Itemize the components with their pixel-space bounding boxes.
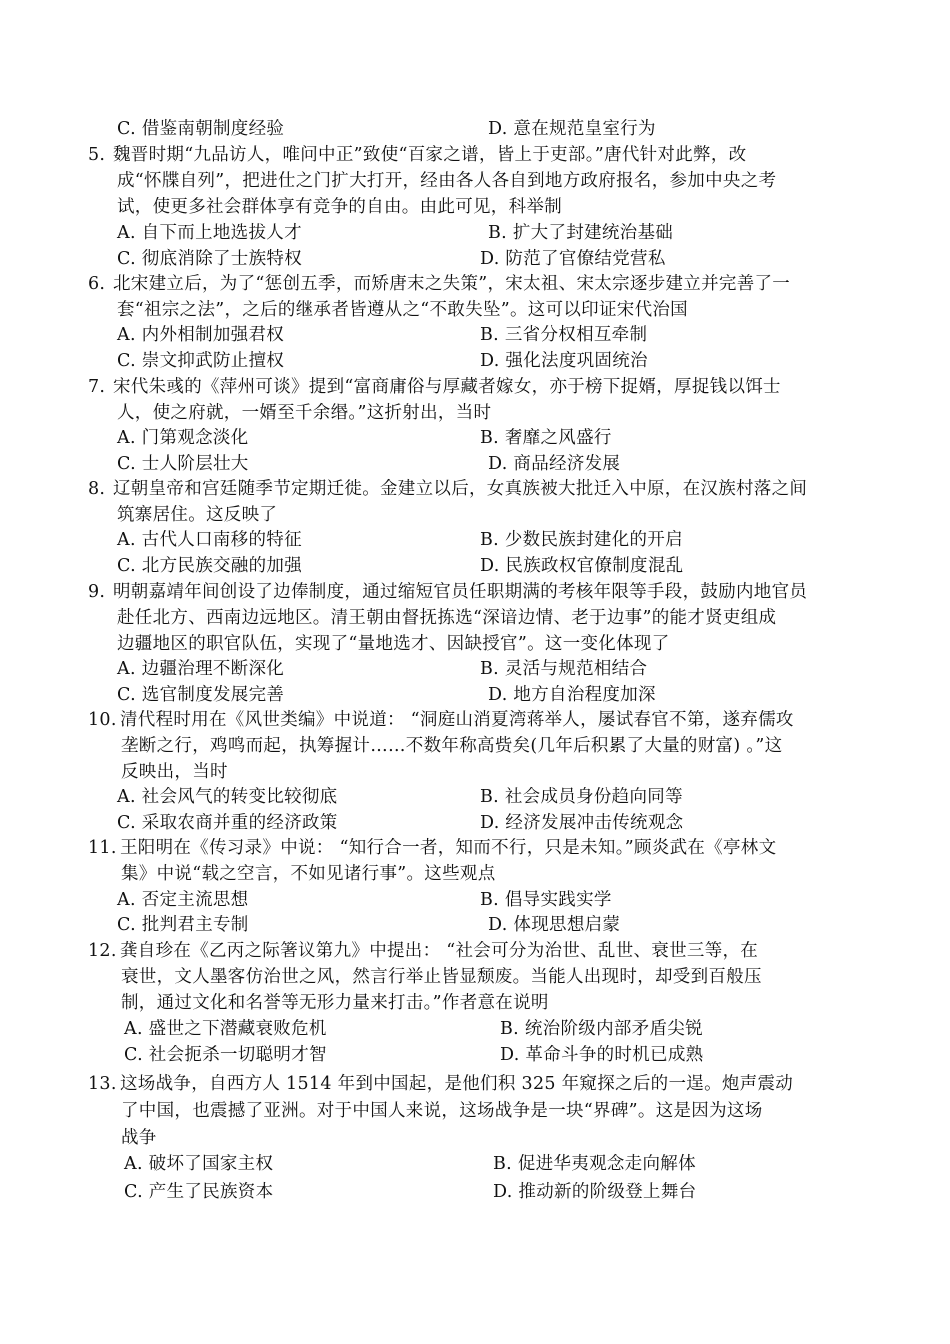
q8-stem-line1: 辽朝皇帝和宫廷随季节定期迁徙。金建立以后，女真族被大批迁入中原，在汉族村落之间 [113,479,808,499]
q6-option-d: D. 强化法度巩固统治 [480,351,648,371]
q5-option-d: D. 防范了官僚结党营私 [480,249,666,269]
q6-option-b: B. 三省分权相互牵制 [480,325,648,345]
q13-option-d: D. 推动新的阶级登上舞台 [493,1182,697,1202]
q9-option-c: C. 选官制度发展完善 [117,685,285,705]
q7-stem-line1: 宋代朱彧的《萍州可谈》提到“富商庸俗与厚藏者嫁女，亦于榜下捉婿，厚捉钱以饵士 [113,377,781,397]
q11-option-d: D. 体现思想启蒙 [488,915,621,935]
q7-option-b: B. 奢靡之风盛行 [480,428,612,448]
q5-stem-line2: 成“怀牒自列”，把进仕之门扩大打开，经由各人各自到地方政府报名，参加中央之考 [117,171,777,191]
q11-stem-line1: 王阳明在《传习录》中说： “知行合一者，知而不行，只是未知。”顾炎武在《亭林文 [120,838,777,858]
q5-stem-line1: 魏晋时期“九品访人，唯问中正”致使“百家之谱，皆上于吏部。”唐代针对此弊，改 [113,145,747,165]
q10-option-d: D. 经济发展冲击传统观念 [480,813,684,833]
q10-stem-line1: 清代程时用在《风世类编》中说道： “洞庭山消夏湾蒋举人，屡试春官不第，遂弃儒攻 [120,710,794,730]
q10-stem-line2: 垄断之行，鸡鸣而起，执筹握计……不数年称高赀矣(几年后积累了大量的财富) 。”这 [121,736,783,756]
q12-stem-line3: 制，通过文化和名誉等无形力量来打击。”作者意在说明 [121,993,549,1013]
q12-stem-line1: 龚自珍在《乙丙之际箸议第九》中提出： “社会可分为治世、乱世、衰世三等，在 [120,941,759,961]
q11-stem-line2: 集》中说“载之空言，不如见诸行事”。这些观点 [121,864,496,884]
q4-option-c: C. 借鉴南朝制度经验 [117,119,285,139]
q4-option-d: D. 意在规范皇室行为 [488,119,656,139]
q5-option-a: A. 自下而上地选拔人才 [117,223,302,243]
q9-stem-line1: 明朝嘉靖年间创设了边俸制度，通过缩短官员任职期满的考核年限等手段，鼓励内地官员 [113,582,808,602]
q11-option-a: A. 否定主流思想 [117,890,249,910]
q13-option-c: C. 产生了民族资本 [124,1182,274,1202]
q5-option-c: C. 彻底消除了士族特权 [117,249,302,269]
q7-number: 7. [88,377,106,397]
q12-option-c: C. 社会扼杀一切聪明才智 [124,1045,327,1065]
q12-stem-line2: 衰世，文人墨客仿治世之风，然言行举止皆显颓废。当能人出现时，却受到百般压 [121,967,762,987]
q10-option-a: A. 社会风气的转变比较彻底 [117,787,338,807]
q6-stem-line1: 北宋建立后，为了“惩创五季，而矫唐末之失策”，宋太祖、宋太宗逐步建立并完善了一 [113,274,791,294]
q7-option-a: A. 门第观念淡化 [117,428,249,448]
q6-option-c: C. 崇文抑武防止擅权 [117,351,285,371]
q13-stem-line3: 战争 [121,1128,157,1148]
q10-option-c: C. 采取农商并重的经济政策 [117,813,338,833]
q12-option-a: A. 盛世之下潜藏衰败危机 [124,1019,327,1039]
q7-stem-line2: 人，使之府就，一婿至千余缗。”这折射出，当时 [117,403,492,423]
q10-option-b: B. 社会成员身份趋向同等 [480,787,683,807]
q9-number: 9. [88,582,106,602]
q13-stem-line2: 了中国，也震撼了亚洲。对于中国人来说，这场战争是一块“界碑”。这是因为这场 [121,1101,763,1121]
q11-number: 11. [88,838,117,858]
q13-option-a: A. 破坏了国家主权 [124,1154,274,1174]
q9-option-a: A. 边疆治理不断深化 [117,659,285,679]
q7-option-d: D. 商品经济发展 [488,454,621,474]
q10-stem-line3: 反映出，当时 [121,762,228,782]
q8-stem-line2: 筑寨居住。这反映了 [117,505,278,525]
q12-number: 12. [88,941,117,961]
q8-option-d: D. 民族政权官僚制度混乱 [480,556,684,576]
q9-option-b: B. 灵活与规范相结合 [480,659,648,679]
q8-option-a: A. 古代人口南移的特征 [117,530,302,550]
q13-option-b: B. 促进华夷观念走向解体 [493,1154,696,1174]
q13-stem-line1: 这场战争，自西方人 1514 年到中国起，是他们积 325 年窥探之后的一逞。炮声震动 [120,1074,794,1094]
q8-number: 8. [88,479,106,499]
q5-number: 5. [88,145,106,165]
q6-number: 6. [88,274,106,294]
q9-stem-line3: 边疆地区的职官队伍，实现了“量地选才、因缺授官”。这一变化体现了 [117,634,670,654]
q10-number: 10. [88,710,117,730]
q8-option-b: B. 少数民族封建化的开启 [480,530,683,550]
q7-option-c: C. 士人阶层壮大 [117,454,249,474]
q12-option-d: D. 革命斗争的时机已成熟 [500,1045,704,1065]
q5-option-b: B. 扩大了封建统治基础 [488,223,674,243]
q13-number: 13. [88,1074,117,1094]
q11-option-c: C. 批判君主专制 [117,915,249,935]
q11-option-b: B. 倡导实践实学 [480,890,612,910]
q9-option-d: D. 地方自治程度加深 [488,685,656,705]
q9-stem-line2: 赴任北方、西南边远地区。清王朝由督抚拣选“深谙边情、老于边事”的能才贤吏组成 [117,608,777,628]
q6-stem-line2: 套“祖宗之法”，之后的继承者皆遵从之“不敢失坠”。这可以印证宋代治国 [117,300,688,320]
q5-stem-line3: 试，使更多社会群体享有竞争的自由。由此可见，科举制 [117,197,562,217]
q6-option-a: A. 内外相制加强君权 [117,325,285,345]
q12-option-b: B. 统治阶级内部矛盾尖锐 [500,1019,703,1039]
q8-option-c: C. 北方民族交融的加强 [117,556,302,576]
